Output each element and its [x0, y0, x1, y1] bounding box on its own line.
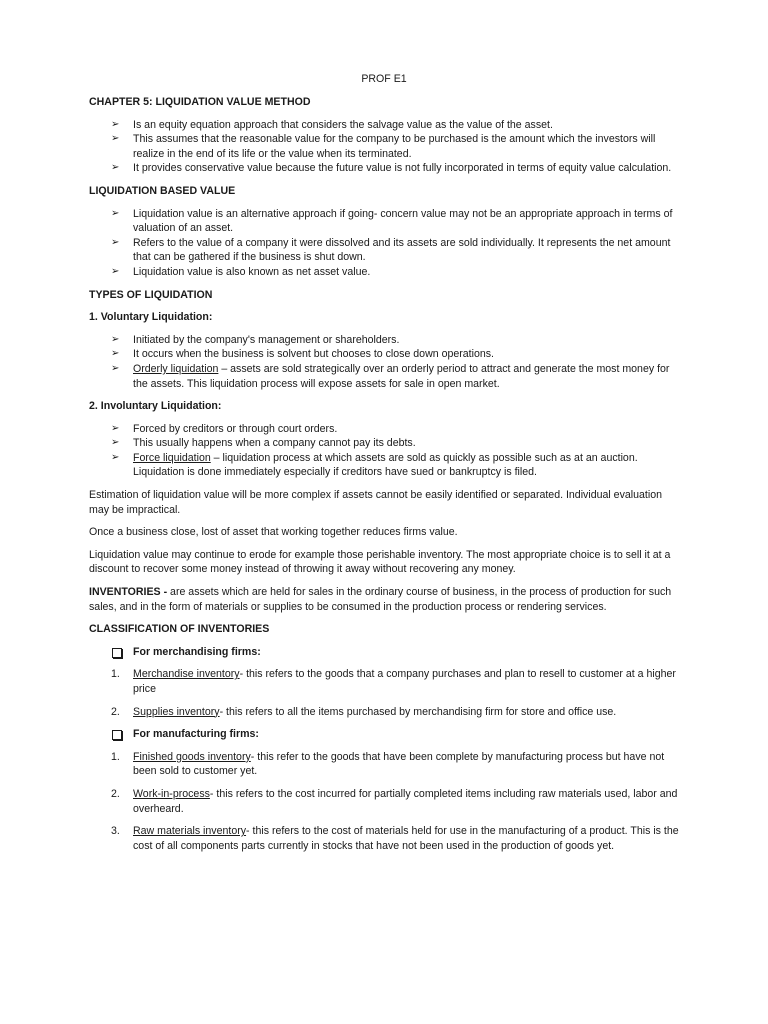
intro-bullet-list: [89, 118, 684, 176]
voluntary-liquidation-heading: 1. Voluntary Liquidation:: [89, 311, 213, 324]
list-item: 1. Merchandise inventory- this refers to the goods that a company purchases and plan to resell to customer at a higher price: [111, 668, 676, 695]
page-header: PROF E1: [361, 73, 407, 85]
arrow-bullet-icon: ➢: [111, 422, 120, 434]
list-item: ➢ Is an equity equation approach that considers the salvage value as the value of the asset.: [111, 118, 553, 131]
list-item: 1. Finished goods inventory- this refer to the goods that have been complete by manufacturing process but have not been sold to customer yet.: [111, 750, 665, 778]
merchandising-firms-heading: For merchandising firms:: [89, 645, 684, 660]
voluntary-bullet-list: [89, 333, 684, 391]
underlined-term: Force liquidation: [133, 451, 211, 464]
arrow-bullet-icon: ➢: [111, 362, 120, 374]
square-bullet-icon: [112, 648, 122, 658]
arrow-bullet-icon: ➢: [111, 437, 120, 449]
square-bullet-icon: [112, 730, 122, 740]
arrow-bullet-icon: ➢: [111, 236, 120, 248]
arrow-bullet-icon: ➢: [111, 118, 120, 130]
arrow-bullet-icon: ➢: [111, 333, 120, 345]
liquidation-based-bullet-list: [89, 207, 684, 280]
list-item: ➢ This assumes that the reasonable value for the company to be purchased is the amount which the investors will realize in the end of its life or the value when its terminated.: [111, 133, 656, 160]
inventories-definition: INVENTORIES - are assets which are held for sales in the ordinary course of business, in the process of production for such sales, and in the form of materials or supplies to be consumed in the production process or rendering services.: [89, 586, 672, 613]
body-paragraph: Once a business close, lost of asset that working together reduces firms value.: [89, 526, 458, 539]
involuntary-bullet-list: [89, 422, 684, 480]
list-item: ➢ Initiated by the company's management or shareholders.: [111, 333, 400, 346]
list-item: 2. Supplies inventory- this refers to all the items purchased by merchandising firm for store and office use.: [111, 705, 617, 718]
list-item: ➢ It occurs when the business is solvent but chooses to close down operations.: [111, 348, 494, 361]
list-item: ➢ Force liquidation – liquidation process at which assets are sold as quickly as possible such as at an auction. Liquidation is done immediately especially if creditors have sued or bankruptcy is filed.: [111, 451, 638, 479]
arrow-bullet-icon: ➢: [111, 162, 120, 174]
underlined-term: Orderly liquidation: [133, 362, 219, 375]
list-item: ➢ Liquidation value is also known as net asset value.: [111, 265, 371, 278]
classification-heading: CLASSIFICATION OF INVENTORIES: [89, 623, 270, 636]
list-item: 3. Raw materials inventory- this refers to the cost of materials held for use in the manufacturing of a product. This is the cost of all components parts currently in stocks that have not been used in the production of goods yet.: [111, 825, 679, 852]
body-paragraph: Liquidation value may continue to erode for example those perishable inventory. The most appropriate choice is to sell it at a discount to recover some money instead of throwing it away without recovering any money.: [89, 548, 671, 576]
arrow-bullet-icon: ➢: [111, 348, 120, 360]
merchandising-list: [89, 667, 684, 719]
involuntary-liquidation-heading: 2. Involuntary Liquidation:: [89, 400, 222, 413]
liquidation-based-heading: LIQUIDATION BASED VALUE: [89, 184, 236, 197]
manufacturing-firms-heading: For manufacturing firms:: [89, 727, 684, 742]
arrow-bullet-icon: ➢: [111, 265, 120, 277]
list-item: 2. Work-in-process- this refers to the cost incurred for partially completed items including raw materials used, labor and overheard.: [111, 787, 678, 815]
list-item: ➢ Refers to the value of a company it were dissolved and its assets are sold individually. It represents the net amount that can be gathered if the business is shut down.: [111, 236, 671, 264]
arrow-bullet-icon: ➢: [111, 207, 120, 219]
underlined-term: Raw materials inventory: [133, 825, 247, 838]
underlined-term: Finished goods inventory: [133, 750, 251, 763]
manufacturing-list: [89, 750, 684, 854]
underlined-term: Supplies inventory: [133, 705, 220, 718]
body-paragraph: Estimation of liquidation value will be more complex if assets cannot be easily identified or separated. Individual evaluation may be impractical.: [89, 489, 662, 516]
underlined-term: Work-in-process: [133, 787, 210, 800]
list-item: ➢ This usually happens when a company cannot pay its debts.: [111, 437, 416, 450]
chapter-title: CHAPTER 5: LIQUIDATION VALUE METHOD: [89, 96, 311, 108]
document-body: [89, 95, 684, 861]
list-item: ➢ Forced by creditors or through court orders.: [111, 422, 338, 435]
inventories-term: INVENTORIES -: [89, 586, 171, 599]
list-item: ➢ It provides conservative value because the future value is not fully incorporated in terms of equity value calculation.: [111, 162, 672, 175]
types-of-liquidation-heading: TYPES OF LIQUIDATION: [89, 288, 213, 301]
list-item: ➢ Orderly liquidation – assets are sold strategically over an orderly period to attract and generate the most money for the assets. This liquidation process will expose assets for sale in open market.: [111, 362, 670, 390]
underlined-term: Merchandise inventory: [133, 668, 240, 681]
list-item: ➢ Liquidation value is an alternative approach if going- concern value may not be an appropriate approach in terms of valuation of an asset.: [111, 207, 673, 235]
arrow-bullet-icon: ➢: [111, 133, 120, 145]
arrow-bullet-icon: ➢: [111, 451, 120, 463]
